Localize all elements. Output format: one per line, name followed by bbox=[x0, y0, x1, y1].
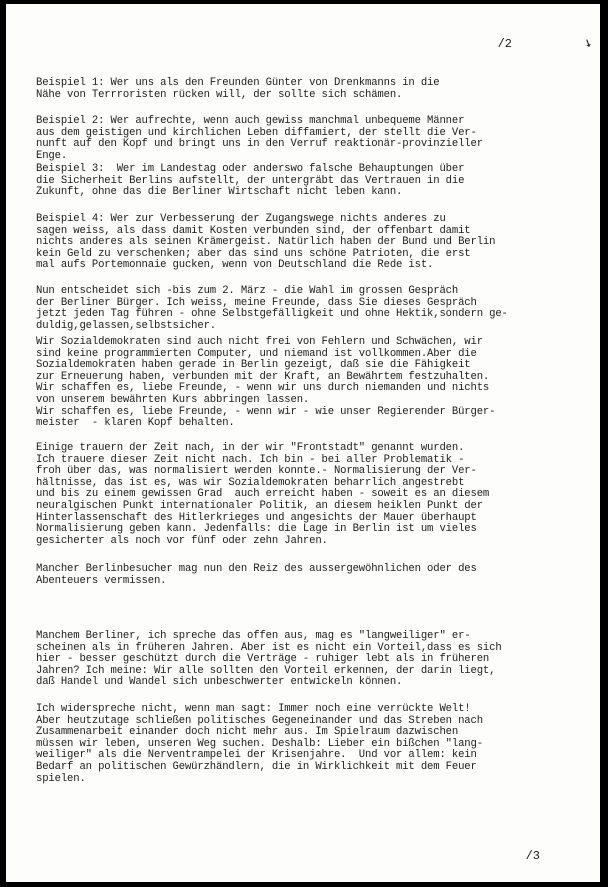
paragraph-beispiel-2: Beispiel 2: Wer aufrechte, wenn auch gewiss manchmal unbequeme Männer aus dem geistigen und kirchlichen Leben diffamiert, der stellt die Ver- nunft auf den Kopf und bringt uns in den Verruf reaktionär-provinzieller Enge. bbox=[36, 115, 483, 162]
paragraph-verrueckte-welt: Ich widerspreche nicht, wenn man sagt: Immer noch eine verrückte Welt! Aber heutzutage schließen politisches Gegeneinander und das Streben nach Zusammenarbeit einander doch nicht mehr aus. Im Spielraum dazwischen müssen wir leben, unseren Weg suchen. Deshalb: Lieber ein bißchen "lang- weiliger" als die Nerventrampelei der Krisenjahre. Und vor allem: kein Bedarf an politischen Gewürzhändlern, die in Wirklichkeit mit dem Feuer spielen. bbox=[36, 703, 483, 785]
document-page bbox=[6, 4, 600, 882]
paragraph-wahl: Nun entscheidet sich -bis zum 2. März - die Wahl im grossen Gespräch der Berliner Bürger. Ich weiss, meine Freunde, dass Sie dieses Gespräch jetzt jeden Tag führen - ohne Selbstgefälligkeit und ohne Hektik,sondern ge- duldig,gelassen,selbstsicher. bbox=[36, 285, 508, 332]
page-number-bottom: /3 bbox=[525, 849, 540, 863]
scan-mark-icon: ↘ bbox=[580, 33, 595, 52]
paragraph-beispiel-3: Beispiel 3: Wer im Landestag oder anderswo falsche Behauptungen über die Sicherheit Berlins aufstellt, der untergräbt das Vertrauen in die Zukunft, ohne das die Berliner Wirtschaft nicht leben kann. bbox=[36, 163, 465, 199]
paragraph-beispiel-1: Beispiel 1: Wer uns als den Freunden Günter von Drenkmanns in die Nähe von Terrroristen rücken will, der sollte sich schämen. bbox=[36, 77, 440, 101]
paragraph-sozialdemokraten: Wir Sozialdemokraten sind auch nicht frei von Fehlern und Schwächen, wir sind keine programmierten Computer, und niemand ist vollkommen.Aber die Sozialdemokraten haben gerade in Berlin gezeigt, daß sie die Fähigkeit zur Erneuerung haben, verbunden mit der Kraft, an Bewährtem festzuhalten. Wir schaffen es, liebe Freunde, - wenn wir uns durch niemanden und nichts von unserem bewährten Kurs abbringen lassen. Wir schaffen es, liebe Freunde, - wenn wir - wie unser Regierender Bürger- meister - klaren Kopf behalten. bbox=[36, 336, 496, 430]
page-number-top: /2 bbox=[497, 37, 512, 51]
paragraph-beispiel-4: Beispiel 4: Wer zur Verbesserung der Zugangswege nichts anderes zu sagen weiss, als dass damit Kosten verbunden sind, der offenbart damit nichts anderes als seinen Krämergeist. Natürlich haben der Bund und Berlin kein Geld zu verschenken; aber das sind uns schöne Patrioten, die erst mal aufs Portemonnaie gucken, wenn von Deutschland die Rede ist. bbox=[36, 213, 496, 272]
paragraph-berlinbesucher: Mancher Berlinbesucher mag nun den Reiz des aussergewöhnlichen oder des Abenteuers vermissen. bbox=[36, 563, 477, 587]
paragraph-langweiliger: Manchem Berliner, ich spreche das offen aus, mag es "langweiliger" er- scheinen als in früheren Jahren. Aber ist es nicht ein Vorteil,dass es sich hier - besser geschützt durch die Verträge - ruhiger lebt als in früheren Jahren? Ich meine: Wir alle sollten den Vorteil erkennen, der darin liegt, daß Handel und Wandel sich unbeschwerter entwickeln können. bbox=[36, 630, 502, 689]
paragraph-frontstadt: Einige trauern der Zeit nach, in der wir "Frontstadt" genannt wurden. Ich trauere dieser Zeit nicht nach. Ich bin - bei aller Problematik - froh über das, was normalisiert werden konnte.- Normalisierung der Ver- hältnisse, das ist es, was wir Sozialdemokraten beharrlich angestrebt und bis zu einem gewissen Grad auch erreicht haben - soweit es an diesem neuralgischen Punkt internationaler Politik, an diesem heiklen Punkt der Hinterlassenschaft des Hitlerkrieges und angesichts der Mauer überhaupt Normalisierung geben kann. Jedenfalls: die Lage in Berlin ist um vieles gesicherter als noch vor fünf oder zehn Jahren. bbox=[36, 442, 490, 547]
